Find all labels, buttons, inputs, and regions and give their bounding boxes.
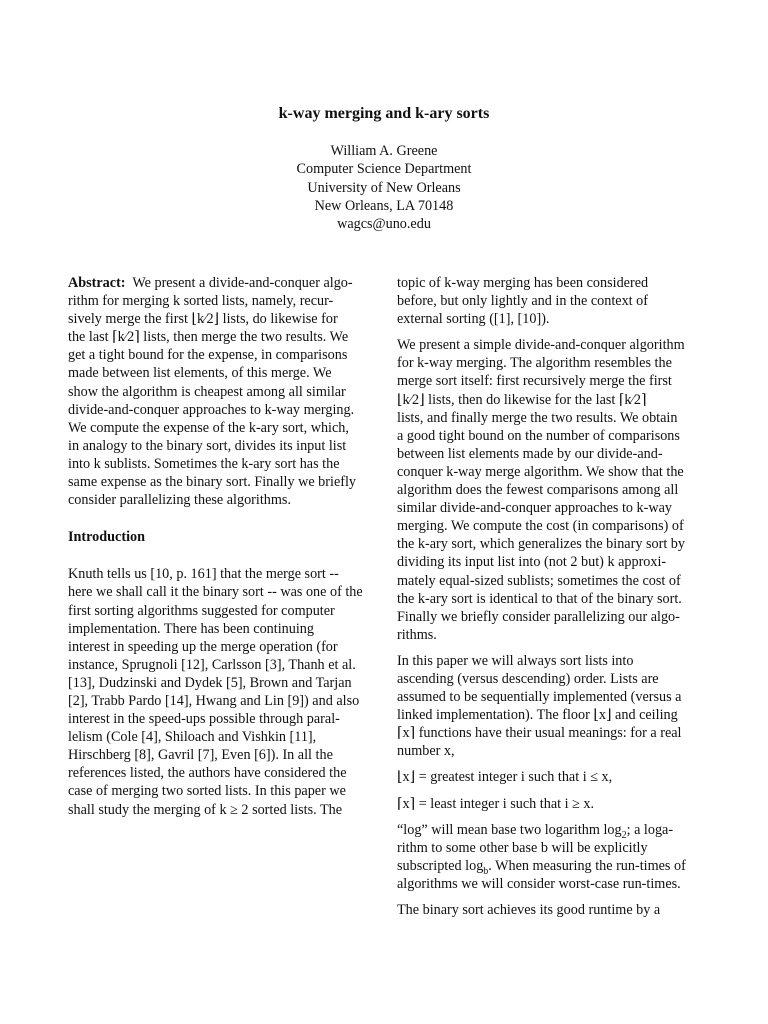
ceiling-definition: ⌈x⌉ = least integer i such that i ≥ x. (397, 795, 595, 812)
body-line: merging. We compute the cost (in comparisons) of (397, 518, 684, 535)
body-line: assumed to be sequentially implemented (versus a (397, 689, 682, 706)
intro-line: instance, Sprugnoli [12], Carlsson [3], Thanh et al. (68, 656, 356, 673)
body-line: mately equal-sized sublists; sometimes the cost of (397, 572, 681, 589)
intro-line: [13], Dudzinski and Dydek [5], Brown and Tarjan (68, 674, 352, 691)
body-line: rithm to some other base b will be explicitly (397, 839, 648, 856)
abstract-line: consider parallelizing these algorithms. (68, 492, 291, 509)
body-line: lists, and finally merge the two results. We obtain (397, 409, 678, 426)
right-paragraph-3 (397, 652, 703, 761)
intro-line: first sorting algorithms suggested for computer (68, 602, 335, 619)
log-subscript-line: subscripted $\log_b$. When measuring the run-times of (397, 857, 686, 877)
abstract-line: show the algorithm is cheapest among all similar (68, 383, 346, 400)
body-line: external sorting ([1], [10]). (397, 311, 550, 328)
intro-line: interest in the speed-ups possible through paral- (68, 711, 340, 728)
abstract-line: made between list elements, of this merge. We (68, 365, 332, 382)
author-name: William A. Greene (330, 143, 438, 159)
floor-definition: ⌊x⌋ = greatest integer i such that i ≤ x, (397, 769, 613, 786)
right-paragraph-2 (397, 336, 703, 644)
intro-line: implementation. There has been continuing (68, 620, 314, 637)
body-line: ascending (versus descending) order. Lists are (397, 670, 659, 687)
intro-line: references listed, the authors have considered the (68, 765, 347, 782)
body-line: rithms. (397, 626, 437, 643)
body-line: dividing its input list into (not 2 but) k approxi- (397, 554, 667, 571)
body-line: a good tight bound on the number of comparisons (397, 427, 680, 444)
left-column (68, 274, 372, 819)
body-line: the k-ary sort is identical to that of the binary sort. (397, 590, 682, 607)
body-line: algorithm does the fewest comparisons among all (397, 482, 679, 499)
author-department: Computer Science Department (296, 161, 472, 178)
body-line: In this paper we will always sort lists into (397, 652, 634, 669)
body-line: algorithms we will consider worst-case run-times. (397, 875, 681, 892)
abstract-line: same expense as the binary sort. Finally we briefly (68, 474, 357, 491)
abstract-line: into k sublists. Sometimes the k-ary sort has the (68, 455, 340, 472)
body-line: ⌈x⌉ functions have their usual meanings: for a real (397, 725, 682, 742)
body-line: Finally we briefly consider parallelizing our algo- (397, 608, 680, 625)
right-column (397, 274, 703, 919)
body-line: similar divide-and-conquer approaches to k-way (397, 500, 672, 517)
log-definition-line: “log” will mean base two logarithm $\log_2$; a loga- (397, 821, 674, 841)
author-university: University of New Orleans (307, 179, 461, 196)
author-block (0, 142, 768, 233)
intro-line: lelism (Cole [4], Shiloach and Vishkin [11], (68, 729, 317, 746)
intro-line: interest in speeding up the merge operation (for (68, 638, 338, 655)
body-line: conquer k-way merge algorithm. We show that the (397, 463, 684, 480)
body-line: merge sort itself: first recursively merge the first (397, 373, 672, 390)
body-line: ⌊k⁄2⌋ lists, then do likewise for the last ⌈k⁄2⌉ (397, 391, 647, 408)
introduction-heading: Introduction (68, 529, 145, 546)
abstract-line: in analogy to the binary sort, divides its input list (68, 437, 347, 454)
right-paragraph-1 (397, 274, 703, 328)
body-line: We present a simple divide-and-conquer algorithm (397, 337, 685, 354)
body-line: between list elements made by our divide-and- (397, 445, 663, 462)
intro-line: shall study the merging of k ≥ 2 sorted lists. The (68, 801, 343, 818)
abstract-line: rithm for merging k sorted lists, namely, recur- (68, 293, 334, 310)
paper-title: k-way merging and k-ary sorts (278, 105, 490, 122)
body-line: The binary sort achieves its good runtime by a (397, 902, 661, 918)
body-line: before, but only lightly and in the context of (397, 293, 648, 310)
intro-line: here we shall call it the binary sort -- was one of the (68, 584, 363, 601)
abstract-line: the last ⌈k⁄2⌉ lists, then merge the two results. We (68, 329, 349, 346)
abstract-line: divide-and-conquer approaches to k-way merging. (68, 401, 355, 418)
abstract-line: get a tight bound for the expense, in comparisons (68, 347, 348, 364)
abstract-label: Abstract: (68, 275, 126, 291)
abstract-text: We present a divide-and-conquer algo- (132, 275, 353, 291)
author-address: New Orleans, LA 70148 (314, 197, 454, 214)
intro-line: Knuth tells us [10, p. 161] that the merge sort -- (68, 566, 339, 583)
intro-line: [2], Trabb Pardo [14], Hwang and Lin [9]) and also (68, 692, 360, 709)
author-email: wagcs@uno.edu (337, 216, 431, 233)
body-line: for k-way merging. The algorithm resembles the (397, 355, 672, 372)
body-line: the k-ary sort, which generalizes the binary sort by (397, 536, 685, 553)
body-line: topic of k-way merging has been considered (397, 275, 649, 291)
abstract (68, 274, 372, 509)
introduction-paragraph (68, 565, 372, 818)
right-paragraph-4 (397, 821, 703, 893)
abstract-line: We compute the expense of the k-ary sort, which, (68, 419, 349, 436)
intro-line: Hirschberg [8], Gavril [7], Even [6]). In all the (68, 747, 333, 764)
intro-line: case of merging two sorted lists. In this paper we (68, 783, 346, 800)
abstract-line: sively merge the first ⌊k⁄2⌋ lists, do likewise for (68, 311, 338, 328)
body-line: linked implementation). The floor ⌊x⌋ and ceiling (397, 707, 678, 724)
abstract-line (68, 274, 372, 292)
body-line: number x, (397, 743, 455, 760)
